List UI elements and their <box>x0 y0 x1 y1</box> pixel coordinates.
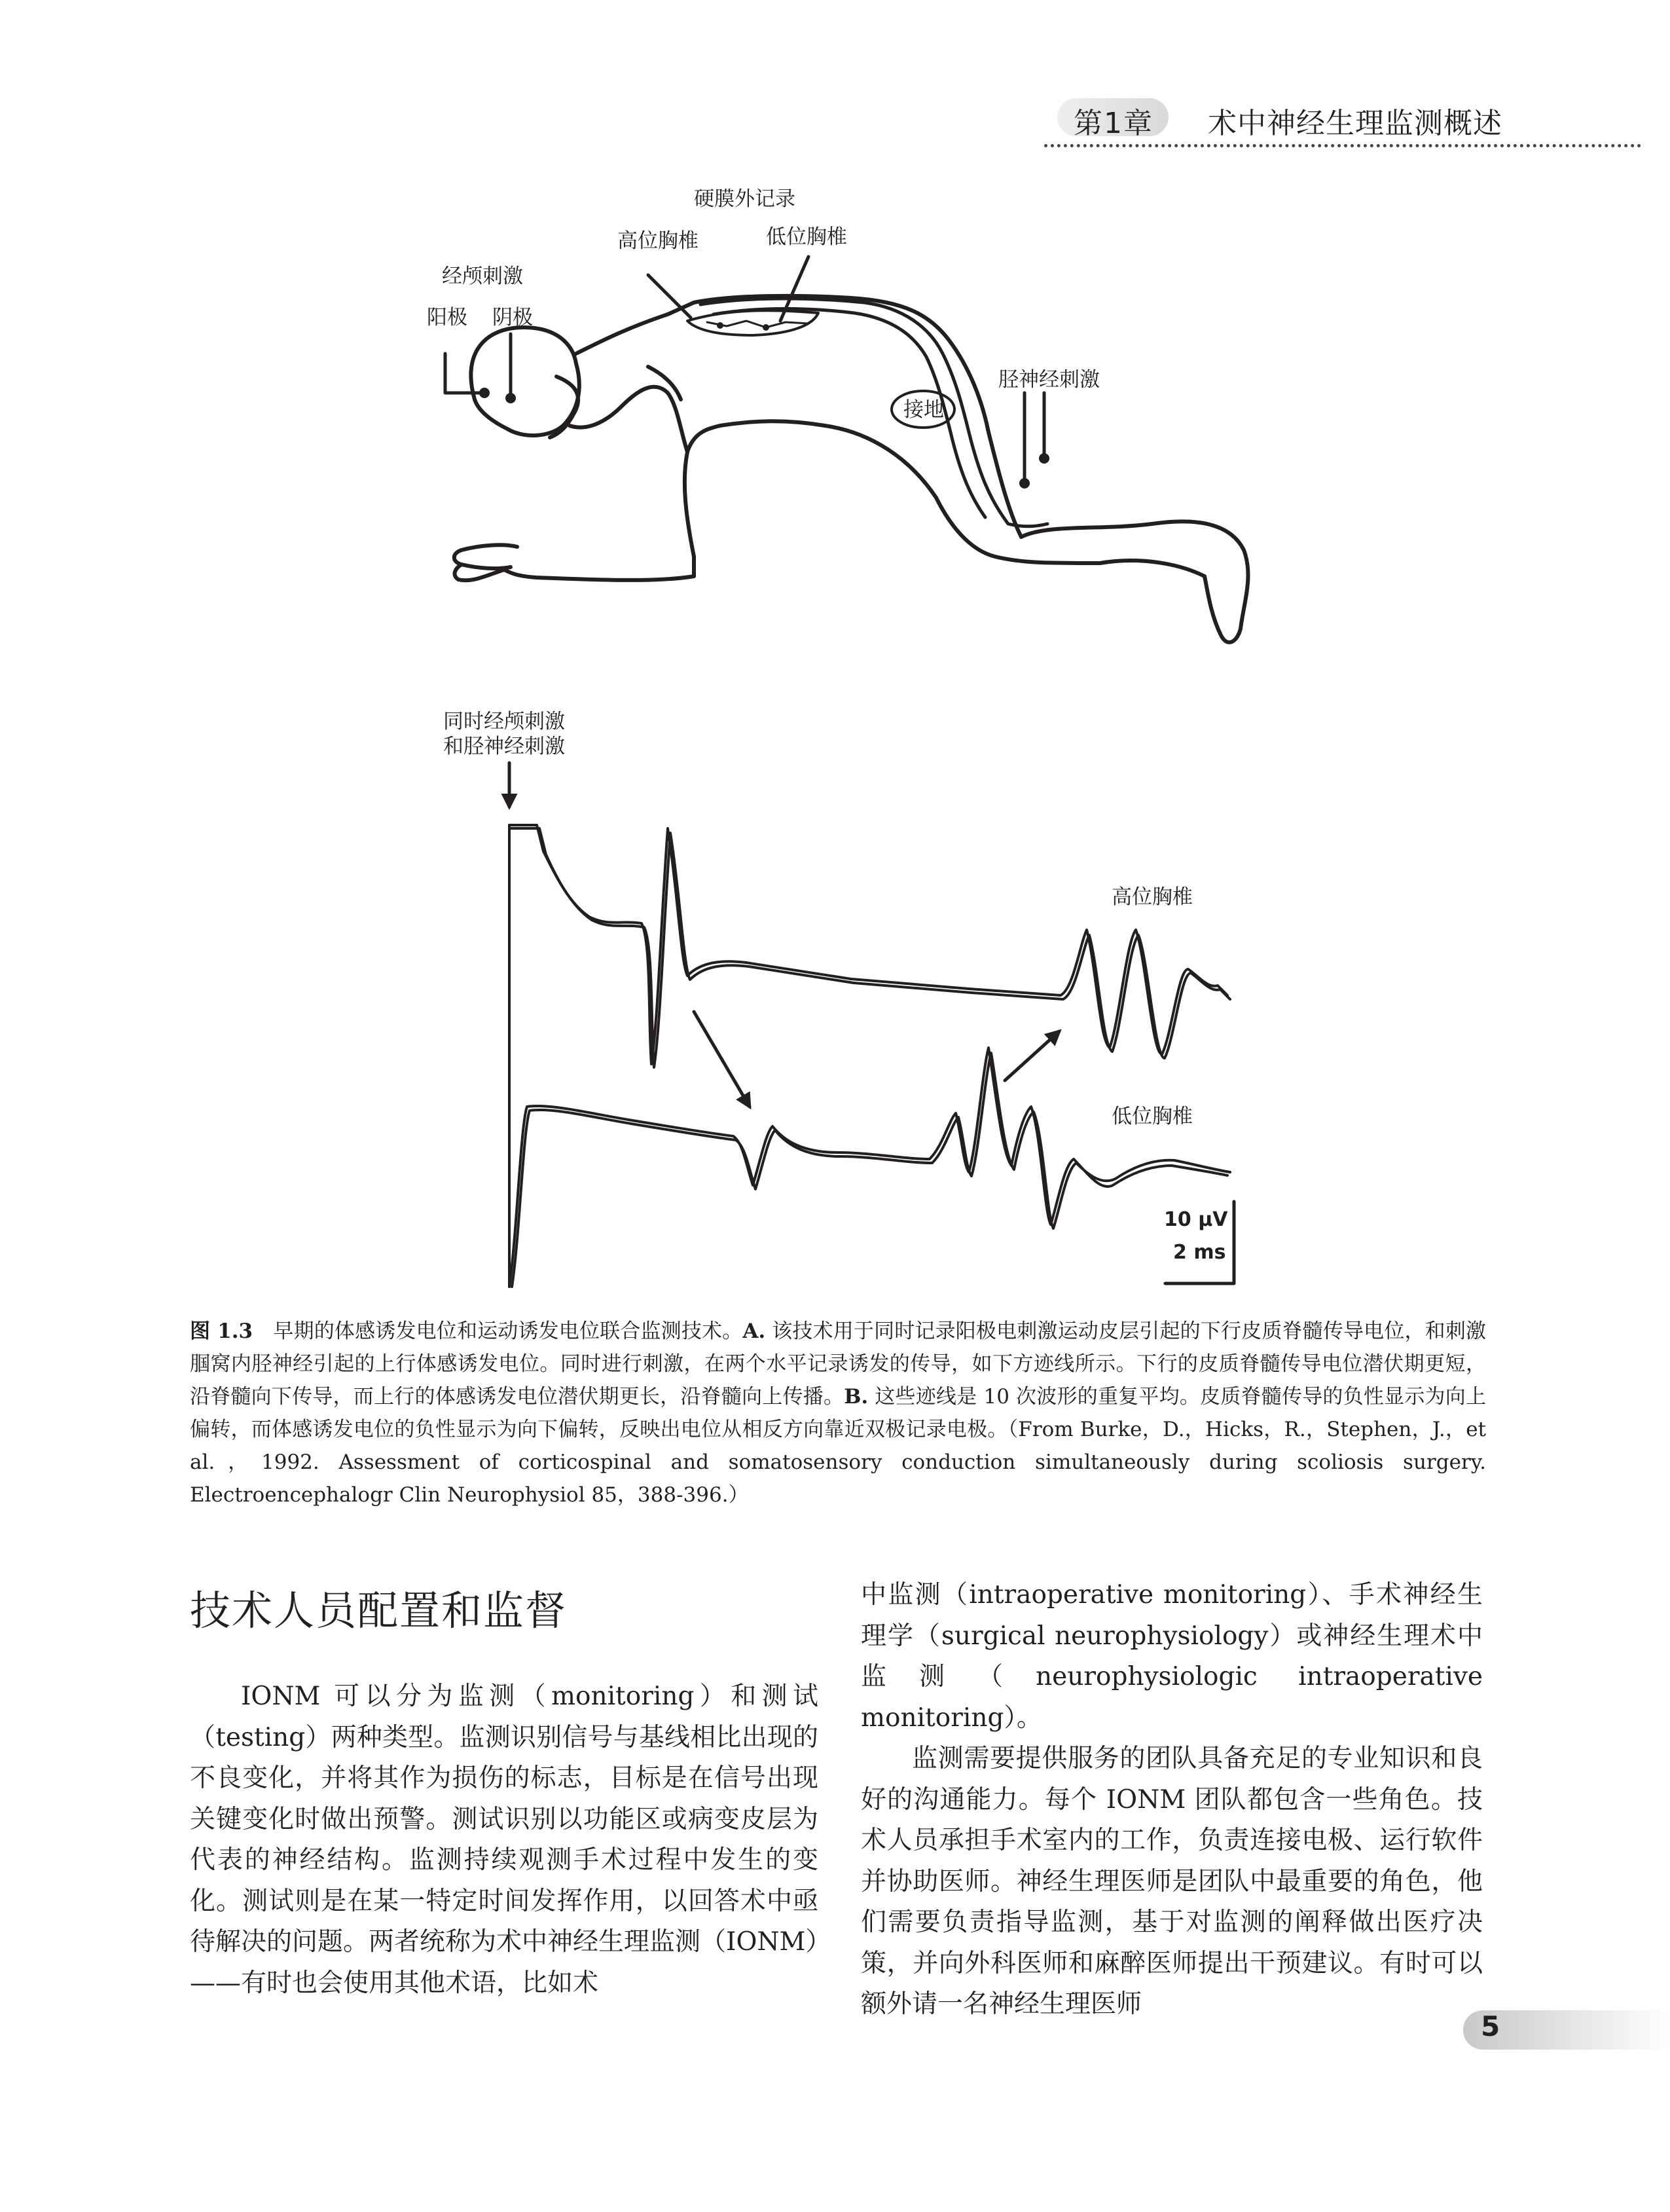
label-low-thoracic-b: 低位胸椎 <box>1112 1105 1193 1128</box>
right-column <box>861 1575 1483 2025</box>
caption-label-b: B. <box>844 1385 869 1409</box>
section-heading: 技术人员配置和监督 <box>190 1587 568 1634</box>
panel-a-text <box>427 187 1100 422</box>
propagation-arrows <box>694 1012 1059 1107</box>
page-number: 5 <box>1481 2010 1500 2042</box>
label-high-thoracic-b: 高位胸椎 <box>1112 885 1193 909</box>
scale-time: 2 ms <box>1173 1241 1226 1264</box>
spinal-cord <box>700 299 1047 526</box>
panel-a-annotations <box>445 257 1049 488</box>
chapter-number: 第1章 <box>1074 107 1153 140</box>
caption-figure-number: 图 1.3 <box>190 1319 253 1343</box>
caption-text-a: 该技术用于同时记录阳极电刺激运动皮层引起的下行皮质脊髓传导电位，和刺激腘窝内胫神经引起的上行体感诱发电位。同时进行刺激，在两个水平记录诱发的传导，如下方迹线所示。下行的皮质脊髓传导电位潜伏期更短，沿脊髓向下传导，而上行的体感诱发电位潜伏期更长，沿脊髓向上传播。 <box>190 1319 1487 1409</box>
label-cathode: 阴极 <box>492 306 533 329</box>
scale-amplitude: 10 μV <box>1164 1208 1228 1231</box>
left-paragraph: IONM 可以分为监测（monitoring）和测试（testing）两种类型。监测识别信号与基线相比出现的不良变化，并将其作为损伤的标志，目标是在信号出现关键变化时做出预警。测试识别以功能区或病变皮层为代表的神经结构。监测持续观测手术过程中发生的变化。测试则是在某一特定时间发挥作用，以回答术中亟待解决的问题。两者统称为术中神经生理监测（IONM）——有时也会使用其他术语，比如术 <box>190 1682 818 1998</box>
caption-label-a: A. <box>742 1319 766 1343</box>
label-simultaneous-stim-2: 和胫神经刺激 <box>443 735 565 758</box>
label-transcranial-stim: 经颅刺激 <box>442 265 523 288</box>
epidural-electrode-region <box>687 310 818 335</box>
right-paragraph-2: 监测需要提供服务的团队具备充足的专业知识和良好的沟通能力。每个 IONM 团队都包含一些角色。技术人员承担手术室内的工作，负责连接电极、运行软件并协助医师。神经生理医师是团队中最重要的角色，他们需要负责指导监测，基于对监测的阐释做出医疗决策，并向外科医师和麻醉医师提出干预建议。有时可以额外请一名神经生理医师 <box>861 1744 1483 2019</box>
figure-caption <box>190 1315 1486 1511</box>
caption-intro: 早期的体感诱发电位和运动诱发电位联合监测技术。 <box>273 1319 743 1343</box>
label-high-thoracic-a: 高位胸椎 <box>617 229 699 253</box>
trace-high-thoracic <box>509 825 1230 1067</box>
label-epidural-recording: 硬膜外记录 <box>694 187 795 211</box>
right-paragraph-1: 中监测（intraoperative monitoring）、手术神经生理学（surgical neurophysiology）或神经生理术中监测（neurophysiologic intraoperative monitoring）。 <box>861 1580 1483 1733</box>
patient-outline <box>454 296 1248 642</box>
caption-text-b: 这些迹线是 10 次波形的重复平均。皮质脊髓传导的负性显示为向上偏转，而体感诱发电位的负性显示为向下偏转，反映出电位从相反方向靠近双极记录电极。（From Burke，D.，Hicks，R.，Stephen，J.，et al.，1992. Assessment of corticospinal and somatosensory conduction simultaneously during scoliosis surgery. Electroencephalogr Clin Neurophysiol 85，388-396.） <box>190 1385 1487 1507</box>
trace-low-thoracic <box>509 1048 1230 1287</box>
label-ground: 接地 <box>903 398 944 422</box>
label-simultaneous-stim-1: 同时经颅刺激 <box>443 710 565 733</box>
chapter-title: 术中神经生理监测概述 <box>1208 107 1502 140</box>
left-column <box>190 1676 818 2004</box>
label-tibial-stim: 胫神经刺激 <box>998 368 1100 392</box>
label-anode: 阳极 <box>427 306 467 329</box>
label-low-thoracic-a: 低位胸椎 <box>766 225 847 249</box>
